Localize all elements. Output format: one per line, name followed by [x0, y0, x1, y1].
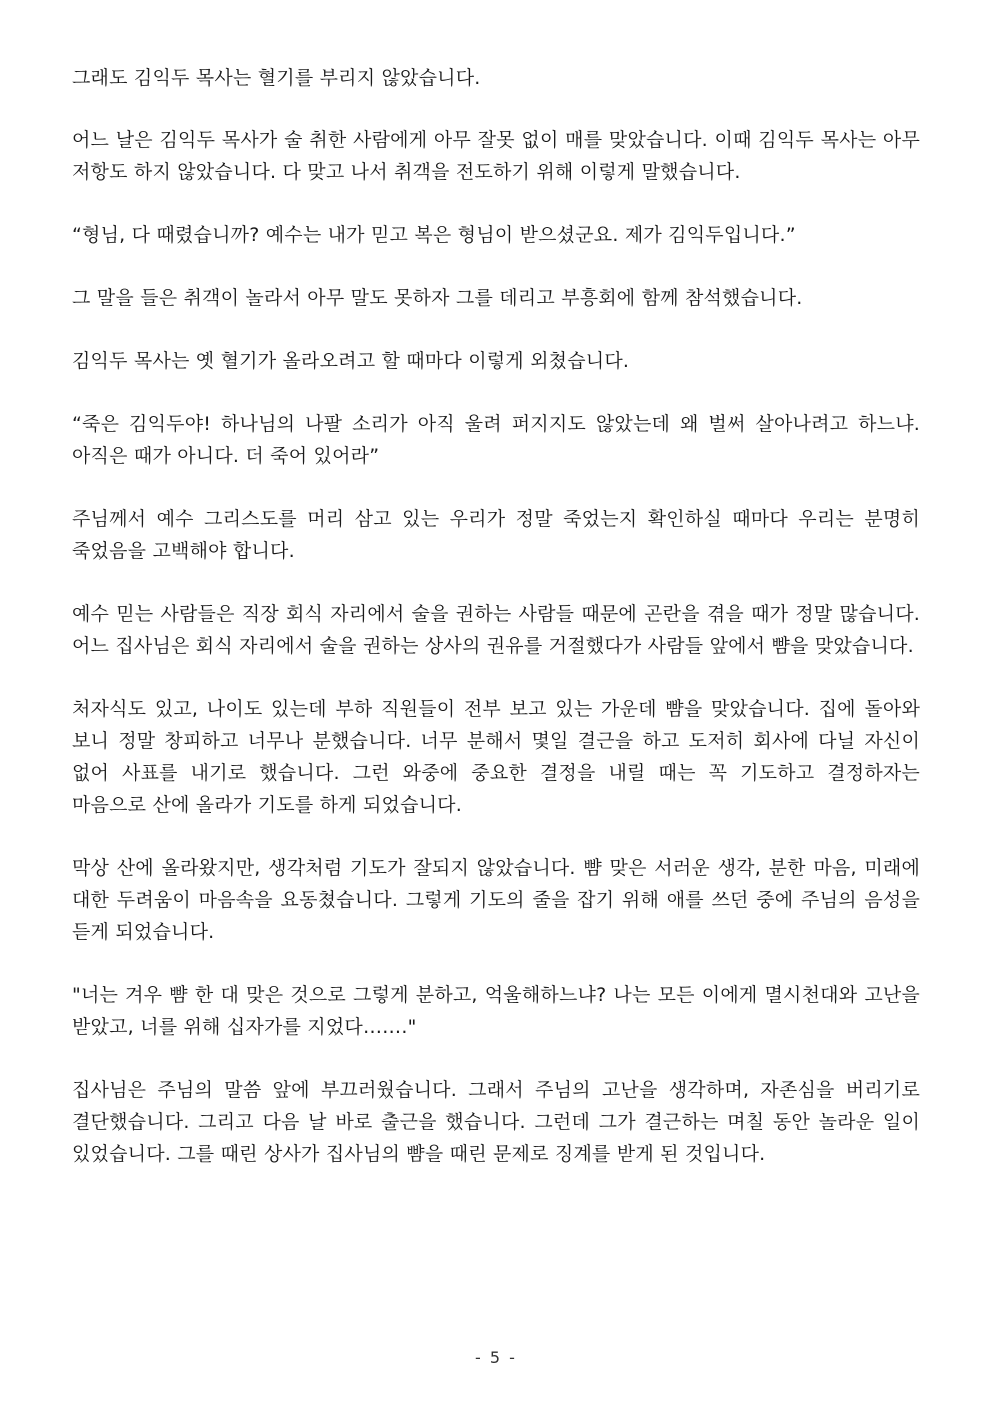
page-number: - 5 -: [475, 1348, 517, 1367]
paragraph-10: 막상 산에 올라왔지만, 생각처럼 기도가 잘되지 않았습니다. 뺨 맞은 서러운 생각, 분한 마음, 미래에 대한 두려움이 마음속을 요동쳤습니다. 그렇게 기도의 줄을 잡기 위해 애를 쓰던 중에 주님의 음성을 듣게 되었습니다.: [72, 857, 920, 943]
paragraph-9: 처자식도 있고, 나이도 있는데 부하 직원들이 전부 보고 있는 가운데 뺨을 맞았습니다. 집에 돌아와 보니 정말 창피하고 너무나 분했습니다. 너무 분해서 몇일 결근을 하고 도저히 회사에 다닐 자신이 없어 사표를 내기로 했습니다. 그런 와중에 중요한 결정을 내릴 때는 꼭 기도하고 결정하자는 마음으로 산에 올라가 기도를 하게 되었습니다.: [72, 698, 920, 816]
paragraph-6-quote: “죽은 김익두야! 하나님의 나팔 소리가 아직 울려 퍼지지도 않았는데 왜 벌써 살아나려고 하느냐. 아직은 때가 아니다. 더 죽어 있어라”: [72, 413, 920, 467]
paragraph-7: 주님께서 예수 그리스도를 머리 삼고 있는 우리가 정말 죽었는지 확인하실 때마다 우리는 분명히 죽었음을 고백해야 합니다.: [72, 508, 920, 562]
paragraph-4: 그 말을 들은 취객이 놀라서 아무 말도 못하자 그를 데리고 부흥회에 함께 참석했습니다.: [72, 287, 803, 309]
paragraph-5: 김익두 목사는 옛 혈기가 올라오려고 할 때마다 이렇게 외쳤습니다.: [72, 350, 630, 372]
document-body: [72, 62, 920, 1201]
paragraph-11-quote: "너는 겨우 뺨 한 대 맞은 것으로 그렇게 분하고, 억울해하느냐? 나는 모든 이에게 멸시천대와 고난을 받았고, 너를 위해 십자가를 지었다…….": [72, 984, 920, 1038]
paragraph-1: 그래도 김익두 목사는 혈기를 부리지 않았습니다.: [72, 67, 481, 89]
paragraph-2: 어느 날은 김익두 목사가 술 취한 사람에게 아무 잘못 없이 매를 맞았습니다. 이때 김익두 목사는 아무 저항도 하지 않았습니다. 다 맞고 나서 취객을 전도하기 위해 이렇게 말했습니다.: [72, 129, 920, 183]
paragraph-12: 집사님은 주님의 말씀 앞에 부끄러웠습니다. 그래서 주님의 고난을 생각하며, 자존심을 버리기로 결단했습니다. 그리고 다음 날 바로 출근을 했습니다. 그런데 그가 결근하는 며칠 동안 놀라운 일이 있었습니다. 그를 때린 상사가 집사님의 뺨을 때린 문제로 징계를 받게 된 것입니다.: [72, 1079, 920, 1165]
paragraph-3-quote: “형님, 다 때렸습니까? 예수는 내가 믿고 복은 형님이 받으셨군요. 제가 김익두입니다.”: [72, 224, 796, 246]
paragraph-8: 예수 믿는 사람들은 직장 회식 자리에서 술을 권하는 사람들 때문에 곤란을 겪을 때가 정말 많습니다. 어느 집사님은 회식 자리에서 술을 권하는 상사의 권유를 거절했다가 사람들 앞에서 뺨을 맞았습니다.: [72, 603, 920, 657]
